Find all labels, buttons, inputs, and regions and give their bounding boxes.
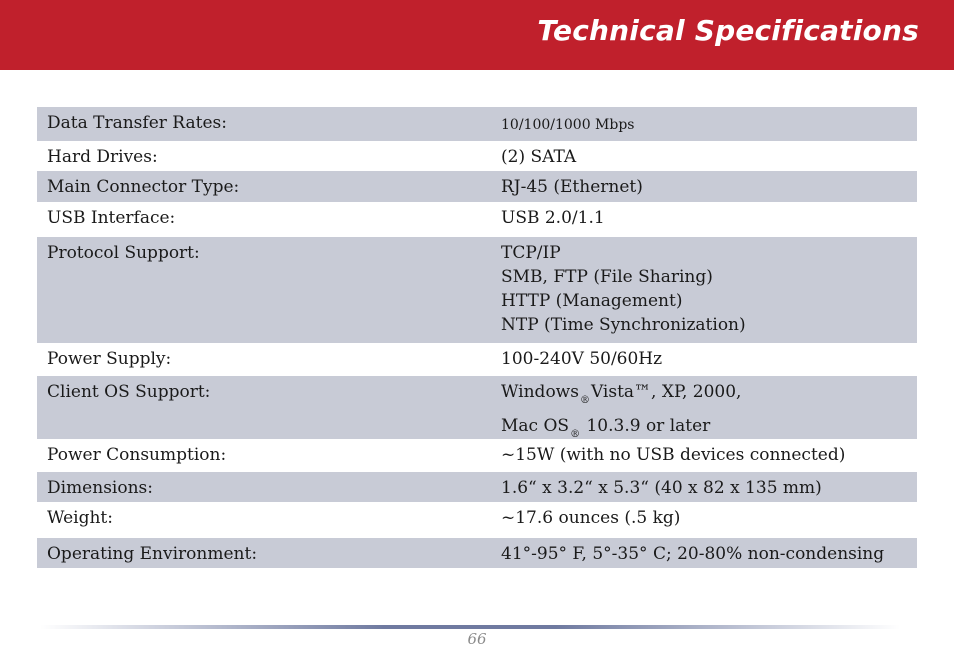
registered-mark: ® — [570, 429, 581, 440]
spec-value — [501, 443, 845, 467]
spec-value-line: HTTP (Management) — [501, 291, 683, 311]
spec-value-line: ~15W (with no USB devices connected) — [501, 445, 846, 465]
spec-value-line: 100-240V 50/60Hz — [501, 349, 663, 369]
spec-row — [37, 141, 917, 171]
spec-value-line: NTP (Time Synchronization) — [501, 315, 746, 335]
spec-label: Protocol Support: — [47, 243, 200, 263]
spec-value — [501, 113, 635, 137]
spec-value — [501, 145, 576, 169]
spec-label: USB Interface: — [47, 208, 176, 228]
spec-table — [37, 107, 917, 568]
spec-label: Operating Environment: — [47, 544, 258, 564]
spec-value — [501, 542, 884, 566]
spec-value — [501, 206, 605, 230]
spec-value — [501, 347, 662, 371]
spec-label: Hard Drives: — [47, 147, 158, 167]
os-name: Windows — [501, 382, 579, 402]
spec-row — [37, 502, 917, 538]
spec-row — [37, 237, 917, 343]
spec-row — [37, 343, 917, 376]
spec-label: Power Consumption: — [47, 445, 227, 465]
footer-divider — [40, 625, 900, 629]
registered-mark: ® — [579, 395, 590, 406]
spec-value-line: 10/100/1000 Mbps — [501, 117, 635, 133]
spec-value-line — [501, 414, 741, 441]
spec-row — [37, 439, 917, 472]
spec-row — [37, 107, 917, 141]
spec-label: Client OS Support: — [47, 382, 211, 402]
spec-row — [37, 538, 917, 568]
spec-label: Dimensions: — [47, 478, 153, 498]
spec-row — [37, 472, 917, 502]
page-number: 66 — [467, 630, 487, 648]
os-name: Mac OS — [501, 416, 570, 436]
spec-value — [501, 476, 822, 500]
spec-label: Main Connector Type: — [47, 177, 240, 197]
spec-row — [37, 171, 917, 202]
spec-label: Weight: — [47, 508, 113, 528]
spec-value-line: 41°-95° F, 5°-35° C; 20-80% non-condensing — [501, 544, 885, 564]
spec-value-line: SMB, FTP (File Sharing) — [501, 267, 713, 287]
os-versions: Vista™, XP, 2000, — [590, 382, 742, 402]
header-bar — [0, 0, 954, 70]
spec-label: Power Supply: — [47, 349, 172, 369]
spec-label: Data Transfer Rates: — [47, 113, 227, 133]
spec-value-line: TCP/IP — [501, 243, 561, 263]
spec-value-line: USB 2.0/1.1 — [501, 208, 605, 228]
spec-value-line — [501, 380, 741, 407]
spec-value-line: RJ-45 (Ethernet) — [501, 177, 643, 197]
spec-value-line: (2) SATA — [501, 147, 577, 167]
spec-value — [501, 175, 643, 199]
spec-value-line: 1.6“ x 3.2“ x 5.3“ (40 x 82 x 135 mm) — [501, 478, 822, 498]
spec-value — [501, 506, 680, 530]
spec-row — [37, 202, 917, 237]
spec-row — [37, 376, 917, 439]
spec-value — [501, 380, 741, 441]
spec-value — [501, 241, 746, 337]
page-title: Technical Specifications — [537, 14, 919, 47]
os-versions: 10.3.9 or later — [586, 416, 711, 436]
spec-value-line: ~17.6 ounces (.5 kg) — [501, 508, 681, 528]
